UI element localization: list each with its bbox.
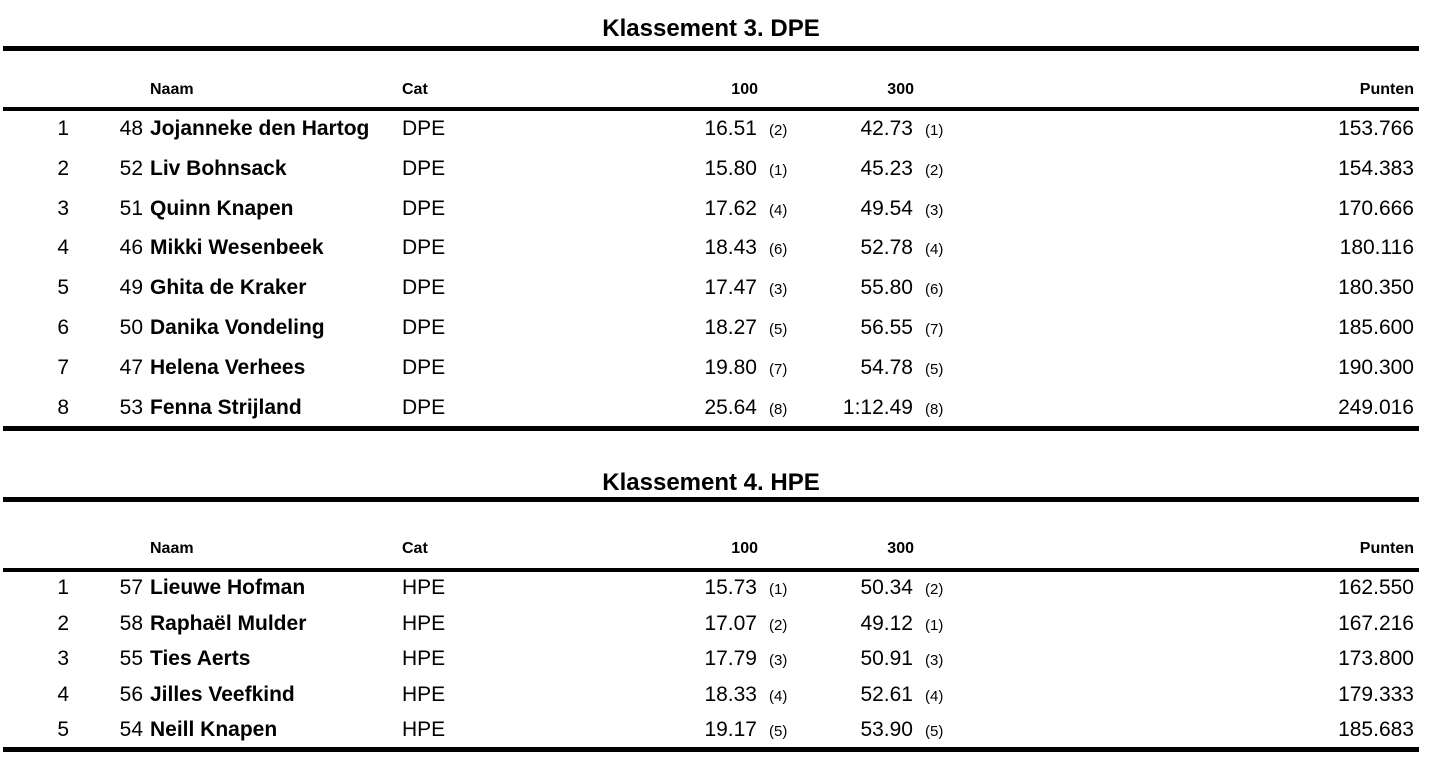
title-rule: [3, 497, 1419, 502]
time-100: 17.07: [704, 611, 757, 635]
time-300: 52.78: [860, 236, 913, 260]
rank-100: (8): [769, 400, 788, 418]
rank-100: (1): [769, 581, 788, 598]
rank-300: (6): [925, 281, 944, 299]
header-points: Punten: [1359, 81, 1414, 98]
athlete-name: Jojanneke den Hartog: [150, 117, 370, 140]
time-100: 15.80: [704, 156, 757, 180]
category: HPE: [402, 718, 446, 741]
category: HPE: [402, 682, 446, 706]
table-row: [3, 644, 1419, 674]
category: DPE: [402, 395, 446, 419]
points: 173.800: [1338, 647, 1414, 670]
category: DPE: [402, 156, 446, 180]
points: 162.550: [1338, 576, 1414, 599]
position: 3: [57, 196, 69, 220]
time-100: 17.62: [704, 196, 757, 220]
time-300: 53.90: [860, 718, 913, 741]
position: 5: [57, 718, 69, 741]
start-number: 52: [119, 156, 143, 180]
time-300: 45.23: [860, 156, 913, 180]
time-300: 55.80: [860, 276, 913, 300]
position: 2: [57, 611, 69, 635]
time-100: 18.33: [704, 682, 757, 706]
title-rule: [3, 46, 1419, 51]
rank-300: (5): [925, 360, 944, 378]
time-100: 18.27: [704, 316, 757, 339]
rank-300: (3): [925, 652, 944, 669]
header-100: 100: [731, 540, 758, 557]
athlete-name: Mikki Wesenbeek: [150, 236, 324, 260]
rank-300: (1): [925, 616, 944, 634]
time-300: 56.55: [860, 316, 913, 339]
rank-300: (1): [925, 122, 944, 139]
table-row: [3, 273, 1419, 303]
points: 190.300: [1338, 355, 1414, 379]
table-row: [3, 609, 1419, 639]
header-cat: Cat: [402, 81, 428, 98]
start-number: 54: [119, 718, 143, 741]
section-title: Klassement 3. DPE: [602, 15, 820, 42]
rank-300: (4): [925, 241, 944, 259]
athlete-name: Ghita de Kraker: [150, 276, 307, 300]
table-row: [3, 154, 1419, 184]
table-row: [3, 233, 1419, 263]
points: 180.350: [1338, 276, 1414, 300]
rank-300: (2): [925, 161, 944, 179]
table-row: [3, 114, 1419, 144]
rank-100: (6): [769, 241, 788, 259]
time-300: 50.91: [860, 647, 913, 670]
rank-100: (2): [769, 122, 788, 139]
category: HPE: [402, 611, 446, 635]
athlete-name: Lieuwe Hofman: [150, 576, 306, 599]
start-number: 55: [119, 647, 143, 670]
time-300: 50.34: [860, 576, 913, 599]
time-100: 18.43: [704, 236, 757, 260]
rank-300: (5): [925, 723, 944, 740]
table-row: [3, 715, 1419, 745]
table-row: [3, 313, 1419, 343]
time-300: 49.54: [860, 196, 913, 220]
header-cat: Cat: [402, 540, 428, 557]
athlete-name: Fenna Strijland: [150, 395, 302, 419]
athlete-name: Ties Aerts: [150, 647, 251, 670]
position: 5: [57, 276, 69, 300]
header-rule: [3, 107, 1419, 111]
start-number: 49: [119, 276, 143, 300]
rank-100: (1): [769, 161, 788, 179]
start-number: 50: [119, 316, 143, 339]
time-100: 25.64: [704, 395, 757, 419]
points: 185.600: [1338, 316, 1414, 339]
table-row: [3, 573, 1419, 603]
rank-300: (4): [925, 687, 944, 705]
time-100: 17.79: [704, 647, 757, 670]
start-number: 57: [119, 576, 143, 599]
points: 154.383: [1338, 156, 1414, 180]
position: 7: [57, 355, 69, 379]
category: DPE: [402, 276, 446, 300]
rank-100: (3): [769, 281, 788, 299]
position: 3: [57, 647, 69, 670]
time-100: 16.51: [704, 117, 757, 140]
start-number: 53: [119, 395, 143, 419]
position: 1: [57, 576, 69, 599]
position: 8: [57, 395, 69, 419]
rank-300: (2): [925, 581, 944, 598]
time-100: 15.73: [704, 576, 757, 599]
header-100: 100: [731, 81, 758, 98]
category: HPE: [402, 647, 446, 670]
start-number: 56: [119, 682, 143, 706]
points: 179.333: [1338, 682, 1414, 706]
header-300: 300: [887, 540, 914, 557]
time-300: 54.78: [860, 355, 913, 379]
bottom-rule: [3, 426, 1419, 431]
category: HPE: [402, 576, 446, 599]
points: 153.766: [1338, 117, 1414, 140]
rank-100: (2): [769, 616, 788, 634]
rank-100: (5): [769, 723, 788, 740]
rank-100: (4): [769, 201, 788, 219]
header-name: Naam: [150, 81, 194, 98]
start-number: 51: [119, 196, 143, 220]
position: 2: [57, 156, 69, 180]
start-number: 47: [119, 355, 143, 379]
bottom-rule: [3, 747, 1419, 752]
time-300: 49.12: [860, 611, 913, 635]
category: DPE: [402, 355, 446, 379]
rank-300: (7): [925, 321, 944, 338]
time-300: 42.73: [860, 117, 913, 140]
athlete-name: Raphaël Mulder: [150, 611, 307, 635]
points: 249.016: [1338, 395, 1414, 419]
athlete-name: Helena Verhees: [150, 355, 306, 379]
points: 167.216: [1338, 611, 1414, 635]
rank-100: (5): [769, 321, 788, 338]
athlete-name: Neill Knapen: [150, 718, 278, 741]
athlete-name: Danika Vondeling: [150, 316, 325, 339]
start-number: 46: [119, 236, 143, 260]
position: 1: [57, 117, 69, 140]
position: 4: [57, 682, 69, 706]
rank-300: (3): [925, 201, 944, 219]
time-100: 17.47: [704, 276, 757, 300]
athlete-name: Quinn Knapen: [150, 196, 294, 220]
rank-300: (8): [925, 400, 944, 418]
position: 6: [57, 316, 69, 339]
header-points: Punten: [1359, 540, 1414, 557]
position: 4: [57, 236, 69, 260]
table-row: [3, 393, 1419, 423]
points: 170.666: [1338, 196, 1414, 220]
athlete-name: Jilles Veefkind: [150, 682, 295, 706]
athlete-name: Liv Bohnsack: [150, 156, 287, 180]
rank-100: (7): [769, 360, 788, 378]
category: DPE: [402, 236, 446, 260]
category: DPE: [402, 196, 446, 220]
header-rule: [3, 568, 1419, 572]
rank-100: (4): [769, 687, 788, 705]
table-row: [3, 353, 1419, 383]
header-name: Naam: [150, 540, 194, 557]
header-300: 300: [887, 81, 914, 98]
section-title: Klassement 4. HPE: [602, 469, 820, 496]
points: 185.683: [1338, 718, 1414, 741]
time-100: 19.17: [704, 718, 757, 741]
time-300: 1:12.49: [842, 395, 913, 419]
rank-100: (3): [769, 652, 788, 669]
category: DPE: [402, 117, 446, 140]
points: 180.116: [1339, 236, 1414, 260]
time-300: 52.61: [860, 682, 913, 706]
table-row: [3, 194, 1419, 224]
time-100: 19.80: [704, 355, 757, 379]
category: DPE: [402, 316, 446, 339]
table-row: [3, 680, 1419, 710]
start-number: 48: [119, 117, 143, 140]
start-number: 58: [119, 611, 143, 635]
